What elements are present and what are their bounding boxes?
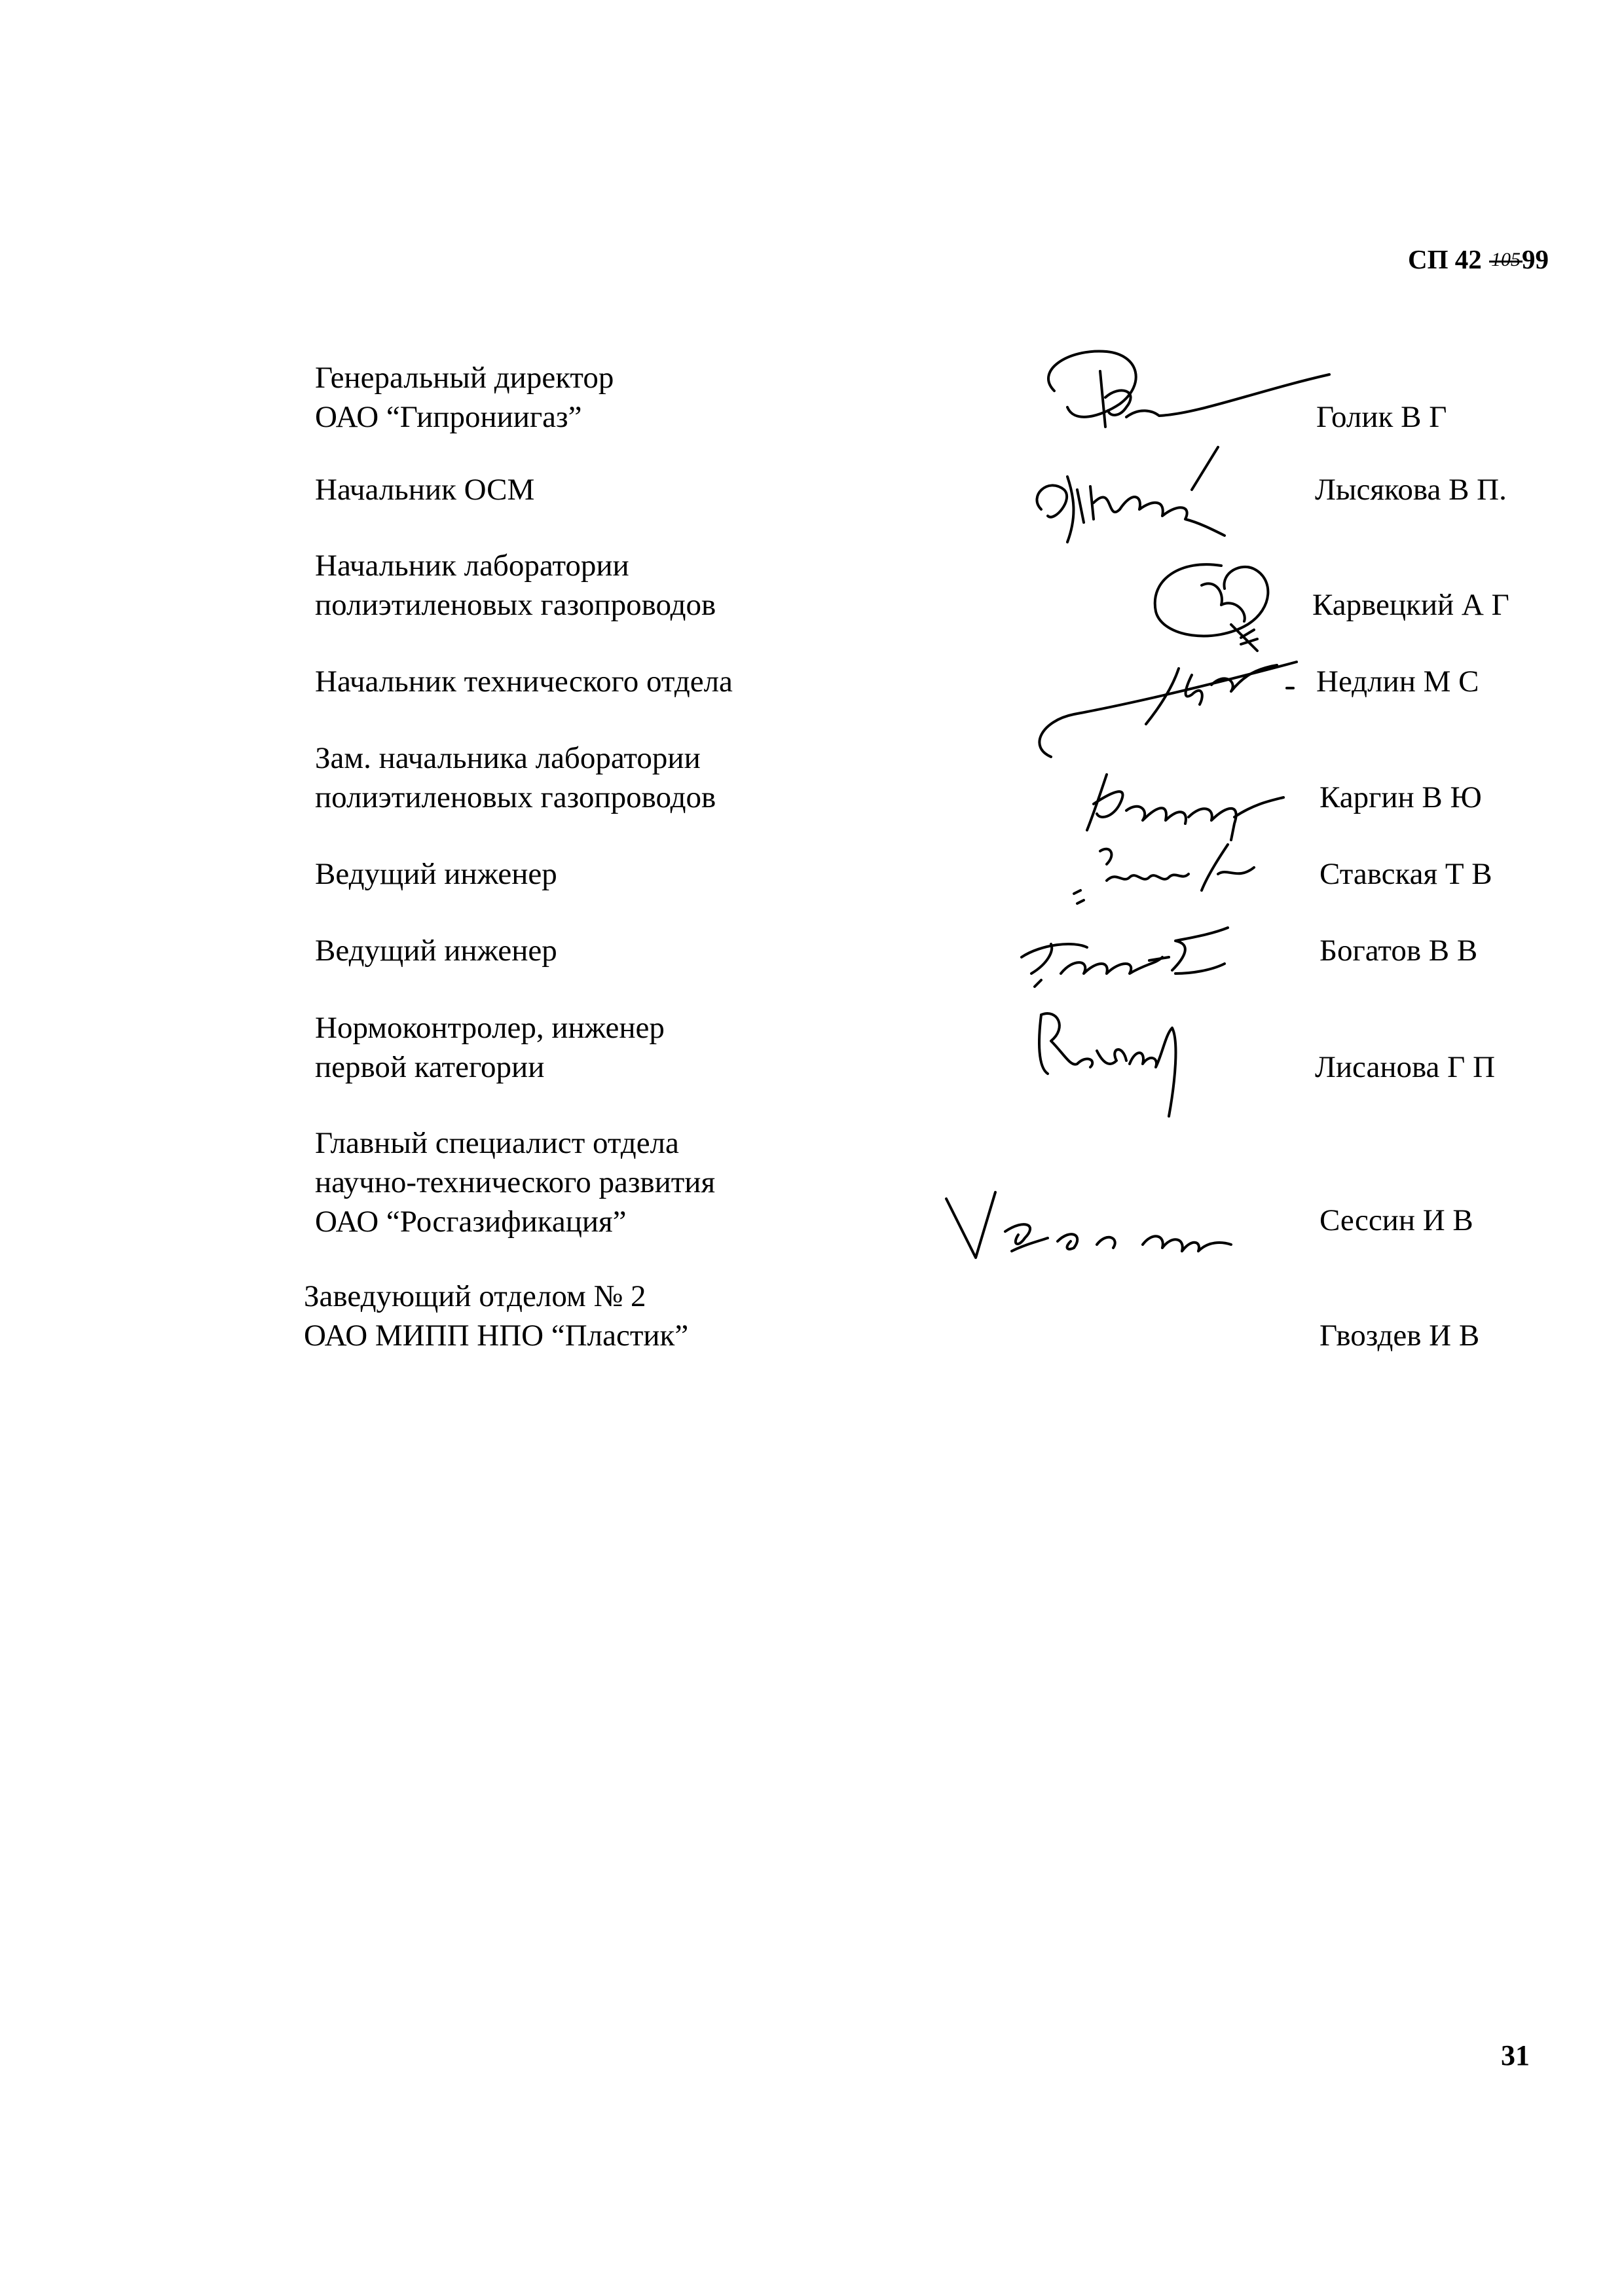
- page-number: 31: [1501, 2039, 1530, 2071]
- position-line: Нормоконтролер, инженер: [315, 1011, 665, 1045]
- signature: [940, 1186, 1234, 1271]
- position-line: полиэтиленовых газопроводов: [315, 780, 716, 814]
- signatory-name: Сессин И В: [1320, 1203, 1473, 1237]
- position-line: ОАО МИПП НПО “Пластик”: [304, 1319, 689, 1353]
- position-line: Начальник технического отдела: [315, 665, 733, 699]
- position-line: Генеральный директор: [315, 361, 614, 395]
- signature: [1028, 437, 1231, 549]
- signatory-name: Недлин М С: [1316, 665, 1479, 699]
- signature: [1071, 835, 1261, 907]
- signatory-position: [304, 1277, 688, 1355]
- position-line: Главный специалист отдела: [315, 1126, 679, 1160]
- document-code-struck-number: 105: [1491, 249, 1521, 270]
- signature: [1074, 765, 1290, 843]
- signatory-name: Гвоздев И В: [1320, 1319, 1480, 1353]
- signatory-name: Карвецкий А Г: [1312, 588, 1509, 622]
- signature: [1143, 553, 1287, 657]
- signatory-position: [315, 1123, 715, 1241]
- signatory-name: Голик В Г: [1316, 400, 1447, 434]
- position-line: Заведующий отделом № 2: [304, 1279, 646, 1313]
- signature: [1031, 1002, 1202, 1120]
- signature: [1028, 345, 1336, 437]
- position-line: Зам. начальника лаборатории: [315, 741, 701, 775]
- signatory-name: Каргин В Ю: [1320, 780, 1482, 814]
- signatory-position: [315, 854, 557, 894]
- signatory-position: [315, 738, 716, 817]
- position-line: Ведущий инженер: [315, 857, 557, 891]
- signatory-position: [315, 358, 614, 437]
- signatory-position: [315, 470, 534, 509]
- position-line: ОАО “Росгазификация”: [315, 1205, 627, 1239]
- signatory-name: Лисанова Г П: [1315, 1050, 1496, 1084]
- signatory-name: Богатов В В: [1320, 934, 1478, 968]
- position-line: полиэтиленовых газопроводов: [315, 588, 716, 622]
- position-line: Начальник лаборатории: [315, 549, 629, 583]
- document-code-prefix: СП 42: [1408, 244, 1482, 274]
- signatory-position: [315, 662, 733, 701]
- position-line: ОАО “Гипрониигаз”: [315, 400, 582, 434]
- document-code: [1408, 246, 1549, 273]
- signatory-name: Ставская Т В: [1320, 857, 1492, 891]
- signatory-position: [315, 931, 557, 970]
- position-line: Начальник ОСМ: [315, 473, 535, 507]
- signature: [1028, 649, 1303, 767]
- position-line: первой категории: [315, 1050, 545, 1084]
- signatory-position: [315, 546, 716, 625]
- document-code-suffix: 99: [1522, 244, 1549, 274]
- signatory-position: [315, 1008, 665, 1087]
- signature: [1015, 911, 1231, 990]
- signatory-name: Лысякова В П.: [1315, 473, 1507, 507]
- position-line: научно-технического развития: [315, 1165, 716, 1199]
- position-line: Ведущий инженер: [315, 934, 557, 968]
